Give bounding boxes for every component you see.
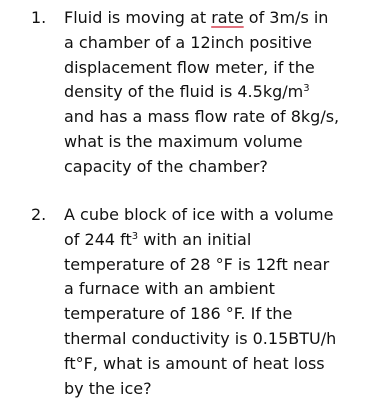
superscript: 3 [131, 230, 139, 242]
problem-text-line [64, 31, 312, 56]
text-run: Fluid is moving at [64, 8, 212, 27]
text-run: displacement flow meter, if the [64, 57, 315, 77]
text-run: a furnace with an ambient [64, 279, 275, 299]
problem-text-line [64, 105, 339, 130]
problem-text-line [64, 302, 292, 327]
text-run: of 3m/s in [243, 8, 329, 27]
text-run: by the ice? [64, 378, 152, 398]
text-run: temperature of 186 °F. If the [64, 304, 293, 324]
superscript: 3 [303, 83, 310, 95]
problem-text-line [64, 203, 333, 228]
text-run: what is the maximum volume [64, 132, 303, 151]
problem-text-line [64, 253, 329, 278]
problem-text-line [64, 130, 303, 155]
problem-text-line [64, 6, 328, 31]
problem-text-line [64, 327, 336, 352]
problem-text-line [64, 352, 325, 377]
text-run: capacity of the chamber? [64, 156, 268, 176]
problem-number: 1. [31, 8, 47, 27]
text-run: of 244 ft [64, 229, 132, 249]
problem-number: 2. [31, 205, 47, 224]
problem-text-line [64, 80, 310, 105]
problem-text-line [64, 277, 275, 302]
text-run: temperature of 28 °F is 12ft near [64, 254, 330, 274]
problem-text-line [64, 377, 152, 402]
text-run: a chamber of a 12inch positive [64, 32, 313, 52]
text-run: ft°F, what is amount of heat loss [64, 353, 325, 373]
problem-text-line [64, 56, 315, 81]
text-run: thermal conductivity is 0.15BTU/h [64, 329, 337, 348]
spelling-flagged-word: rate [211, 8, 244, 27]
text-run: density of the fluid is 4.5kg/m [64, 82, 304, 102]
problem-text-line [64, 228, 251, 253]
text-run: A cube block of ice with a volume [64, 205, 334, 224]
text-run: with an initial [138, 229, 252, 249]
problem-text-line [64, 155, 268, 180]
text-run: and has a mass flow rate of 8kg/s, [64, 107, 340, 127]
